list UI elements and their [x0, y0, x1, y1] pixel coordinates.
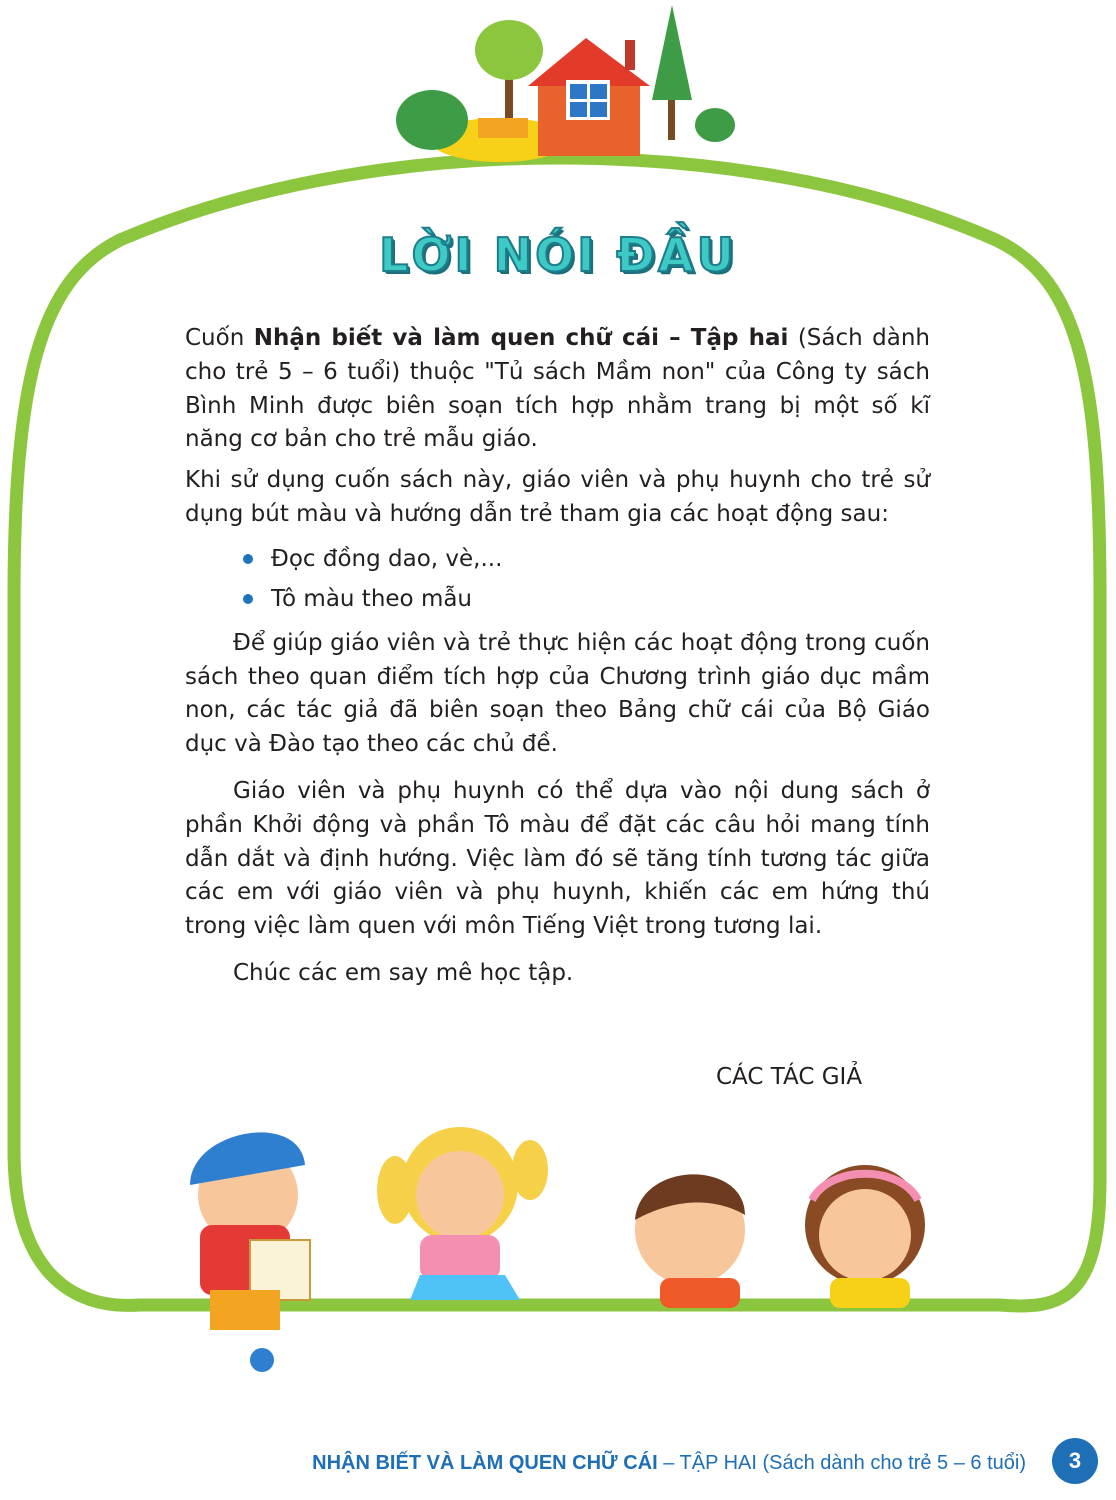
paragraph-3: Để giúp giáo viên và trẻ thực hiện các hoạt động trong cuốn sách theo quan điểm tích hợp của Chương trình giáo dục mầm non, các tác giả đã biên soạn theo Bảng chữ cái của Bộ Giáo dục và Đào tạo theo các chủ đề. — [185, 629, 930, 758]
paragraph-1-prefix: Cuốn — [185, 325, 254, 351]
paragraph-1 — [185, 322, 930, 457]
list-item — [243, 539, 930, 579]
boy-smiling-illustration — [635, 1174, 745, 1308]
signature: CÁC TÁC GIẢ — [716, 1064, 863, 1090]
paragraph-4: Giáo viên và phụ huynh có thể dựa vào nội dung sách ở phần Khởi động và phần Tô màu để đặt các câu hỏi mang tính dẫn dắt và định hướng. Việc làm đó sẽ tăng tính tương tác giữa các em với giáo viên và phụ huynh, khiến các em hứng thú trong việc làm quen với môn Tiếng Việt trong tương lai. — [185, 777, 930, 940]
list-item-label: Đọc đồng dao, vè,... — [271, 545, 503, 572]
boy-with-cap-illustration — [190, 1132, 310, 1372]
paragraph-2: Khi sử dụng cuốn sách này, giáo viên và phụ huynh cho trẻ sử dụng bút màu và hướng dẫn trẻ tham gia các hoạt động sau: — [185, 467, 930, 527]
bullet-dot-icon — [243, 594, 253, 604]
activity-list — [185, 539, 930, 619]
page-footer — [312, 1452, 1026, 1475]
preface-body — [185, 322, 930, 1004]
footer-series-title: NHẬN BIẾT VÀ LÀM QUEN CHỮ CÁI — [312, 1452, 658, 1474]
girl-headband-illustration — [805, 1165, 925, 1308]
paragraph-5: Chúc các em say mê học tập. — [233, 959, 574, 986]
footer-subtitle: – TẬP HAI (Sách dành cho trẻ 5 – 6 tuổi) — [657, 1452, 1026, 1474]
list-item-label: Tô màu theo mẫu — [271, 585, 473, 612]
page-title: LỜI NÓI ĐẦU — [379, 228, 737, 282]
bullet-dot-icon — [243, 554, 253, 564]
list-item — [243, 579, 930, 619]
girl-blonde-illustration — [377, 1127, 548, 1300]
page-number: 3 — [1052, 1438, 1098, 1484]
paragraph-1-rest: (Sách dành cho trẻ 5 – 6 tuổi) thuộc "Tủ sách Mầm non" của Công ty sách Bình Minh được biên soạn tích hợp nhằm trang bị một số kĩ năng cơ bản cho trẻ mẫu giáo. — [185, 325, 930, 453]
book-title-bold: Nhận biết và làm quen chữ cái – Tập hai — [253, 325, 789, 351]
